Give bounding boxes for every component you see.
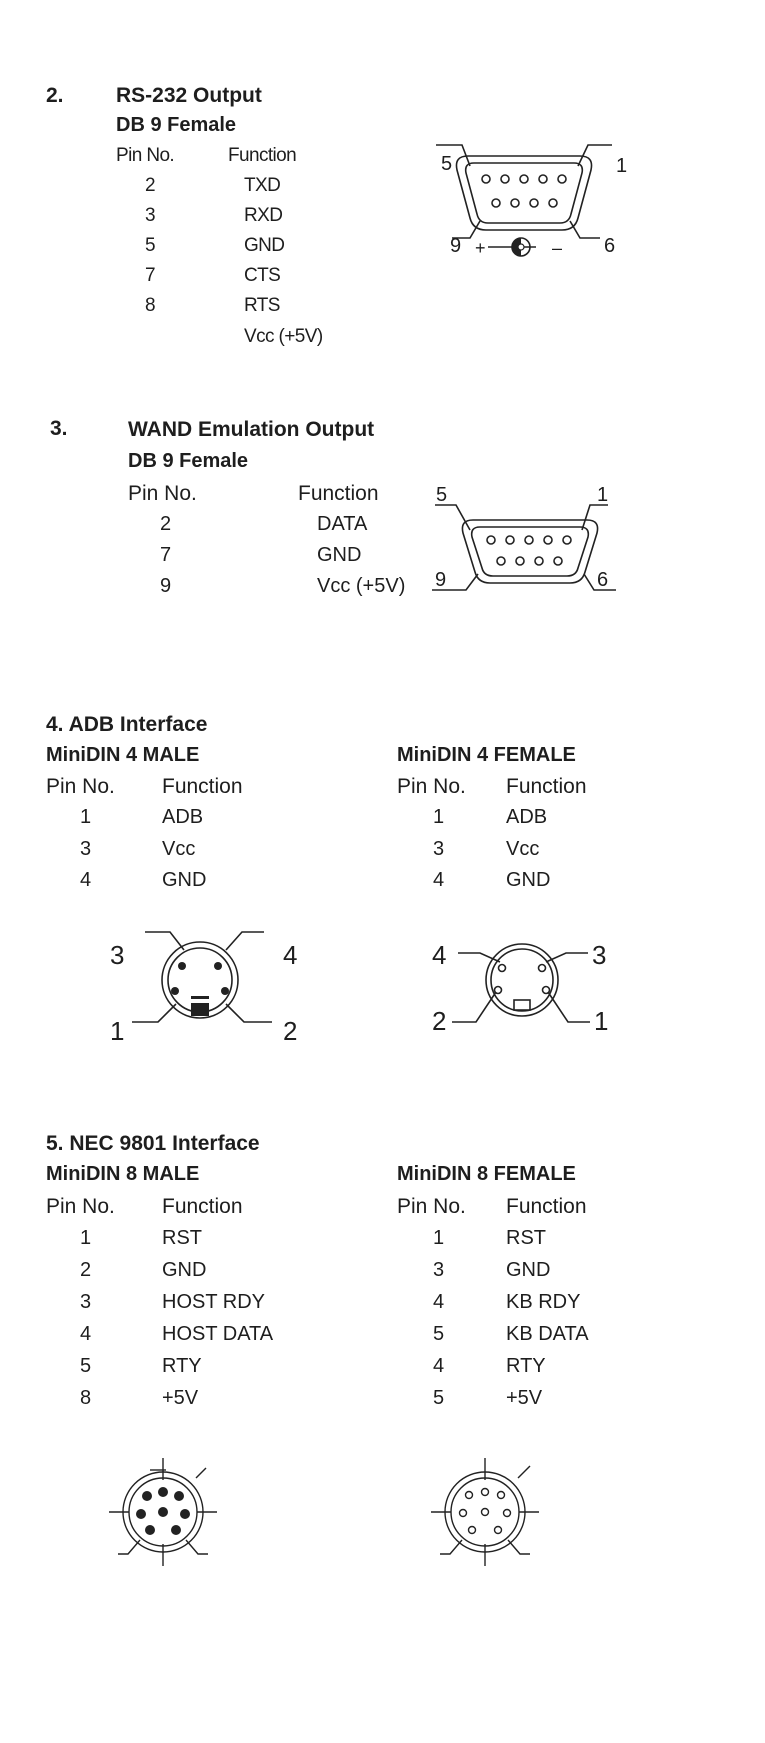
table-row-func: GND [162, 1259, 207, 1281]
section-4-male-col-func: Function [162, 775, 243, 798]
table-row-pin: 8 [145, 295, 155, 316]
diagram-minus-label: – [552, 238, 563, 258]
table-row-pin: 1 [433, 806, 445, 828]
section-3-col-func: Function [298, 482, 379, 505]
table-row-pin: 1 [80, 806, 92, 828]
table-row-pin: 5 [80, 1355, 92, 1377]
table-row-func: TXD [244, 175, 281, 196]
section-5-heading: 5. NEC 9801 Interface [46, 1132, 260, 1155]
table-row-func: HOST DATA [162, 1323, 274, 1345]
table-row-pin: 3 [80, 1291, 92, 1313]
section-5-female-title: MiniDIN 8 FEMALE [397, 1163, 576, 1185]
section-5-male-title: MiniDIN 8 MALE [46, 1163, 200, 1185]
section-2-col-pin: Pin No. [116, 145, 175, 166]
diagram-plus-label: + [475, 238, 486, 258]
table-row-func: Vcc [162, 838, 196, 860]
section-4-female-col-pin: Pin No. [397, 775, 466, 798]
table-row-pin: 1 [433, 1227, 445, 1249]
diagram-pin-label: 3 [110, 940, 125, 970]
section-4-female-col-func: Function [506, 775, 587, 798]
section-3-title: WAND Emulation Output [128, 418, 375, 441]
section-5-female-col-func: Function [506, 1195, 587, 1218]
table-row-func: KB RDY [506, 1291, 581, 1313]
section-4-heading: 4. ADB Interface [46, 713, 208, 736]
table-row-func: RST [162, 1227, 202, 1249]
diagram-pin-label: 4 [432, 940, 447, 970]
section-3-subtitle: DB 9 Female [128, 450, 249, 472]
table-row-pin: 8 [80, 1387, 92, 1409]
table-row-func: RTY [506, 1355, 546, 1377]
table-row-func: Vcc [506, 838, 540, 860]
diagram-pin-label: 1 [594, 1006, 609, 1036]
diagram-pin-label: 5 [436, 484, 448, 506]
diagram-pin-label: 4 [283, 940, 298, 970]
diagram-pin-label: 2 [432, 1006, 447, 1036]
table-row-func: GND [506, 1259, 551, 1281]
table-row-pin: 4 [80, 1323, 92, 1345]
diagram-pin-label: 9 [435, 569, 447, 591]
section-3-col-pin: Pin No. [128, 482, 197, 505]
diagram-pin-label: 3 [592, 940, 607, 970]
table-row-pin: 7 [145, 265, 155, 286]
table-row-func: Vcc (+5V) [317, 575, 406, 597]
table-row-func: RTS [244, 295, 280, 316]
table-row-func: Vcc (+5V) [244, 326, 323, 347]
diagram-pin-label: 2 [283, 1016, 298, 1046]
table-row-pin: 5 [433, 1387, 445, 1409]
table-row-func: GND [506, 869, 551, 891]
diagram-pin-label: 9 [450, 235, 462, 257]
diagram-pin-label: 5 [441, 153, 453, 175]
section-4-male-title: MiniDIN 4 MALE [46, 744, 200, 766]
section-5-male-col-pin: Pin No. [46, 1195, 115, 1218]
table-row-func: GND [244, 235, 285, 256]
table-row-pin: 5 [145, 235, 155, 256]
table-row-func: ADB [162, 806, 204, 828]
table-row-pin: 3 [80, 838, 92, 860]
section-2-col-func: Function [228, 145, 297, 166]
table-row-func: DATA [317, 513, 368, 535]
table-row-func: RXD [244, 205, 283, 226]
section-4-female-title: MiniDIN 4 FEMALE [397, 744, 576, 766]
table-row-func: GND [317, 544, 362, 566]
table-row-pin: 3 [433, 1259, 445, 1281]
table-row-func: CTS [244, 265, 281, 286]
section-3-number: 3. [50, 417, 68, 440]
diagram-pin-label: 1 [597, 484, 609, 506]
diagram-pin-label: 6 [604, 235, 616, 257]
table-row-pin: 9 [160, 575, 172, 597]
table-row-func: RST [506, 1227, 546, 1249]
table-row-pin: 2 [160, 513, 172, 535]
table-row-func: ADB [506, 806, 548, 828]
section-2-title: RS-232 Output [116, 84, 262, 107]
section-5-female-col-pin: Pin No. [397, 1195, 466, 1218]
section-2-subtitle: DB 9 Female [116, 114, 237, 136]
table-row-pin: 4 [433, 1291, 445, 1313]
table-row-pin: 4 [433, 1355, 445, 1377]
table-row-func: HOST RDY [162, 1291, 265, 1313]
table-row-pin: 3 [145, 205, 155, 226]
table-row-pin: 1 [80, 1227, 92, 1249]
table-row-func: KB DATA [506, 1323, 589, 1345]
section-5-male-col-func: Function [162, 1195, 243, 1218]
table-row-pin: 3 [433, 838, 445, 860]
table-row-func: GND [162, 869, 207, 891]
table-row-pin: 4 [433, 869, 445, 891]
diagram-pin-label: 1 [616, 155, 628, 177]
table-row-func: +5V [506, 1387, 543, 1409]
table-row-func: +5V [162, 1387, 199, 1409]
table-row-pin: 2 [80, 1259, 92, 1281]
section-4-male-col-pin: Pin No. [46, 775, 115, 798]
table-row-pin: 2 [145, 175, 155, 196]
table-row-pin: 7 [160, 544, 172, 566]
table-row-pin: 4 [80, 869, 92, 891]
table-row-pin: 5 [433, 1323, 445, 1345]
table-row-func: RTY [162, 1355, 202, 1377]
section-2-number: 2. [46, 84, 64, 107]
diagram-pin-label: 1 [110, 1016, 125, 1046]
diagram-pin-label: 6 [597, 569, 609, 591]
